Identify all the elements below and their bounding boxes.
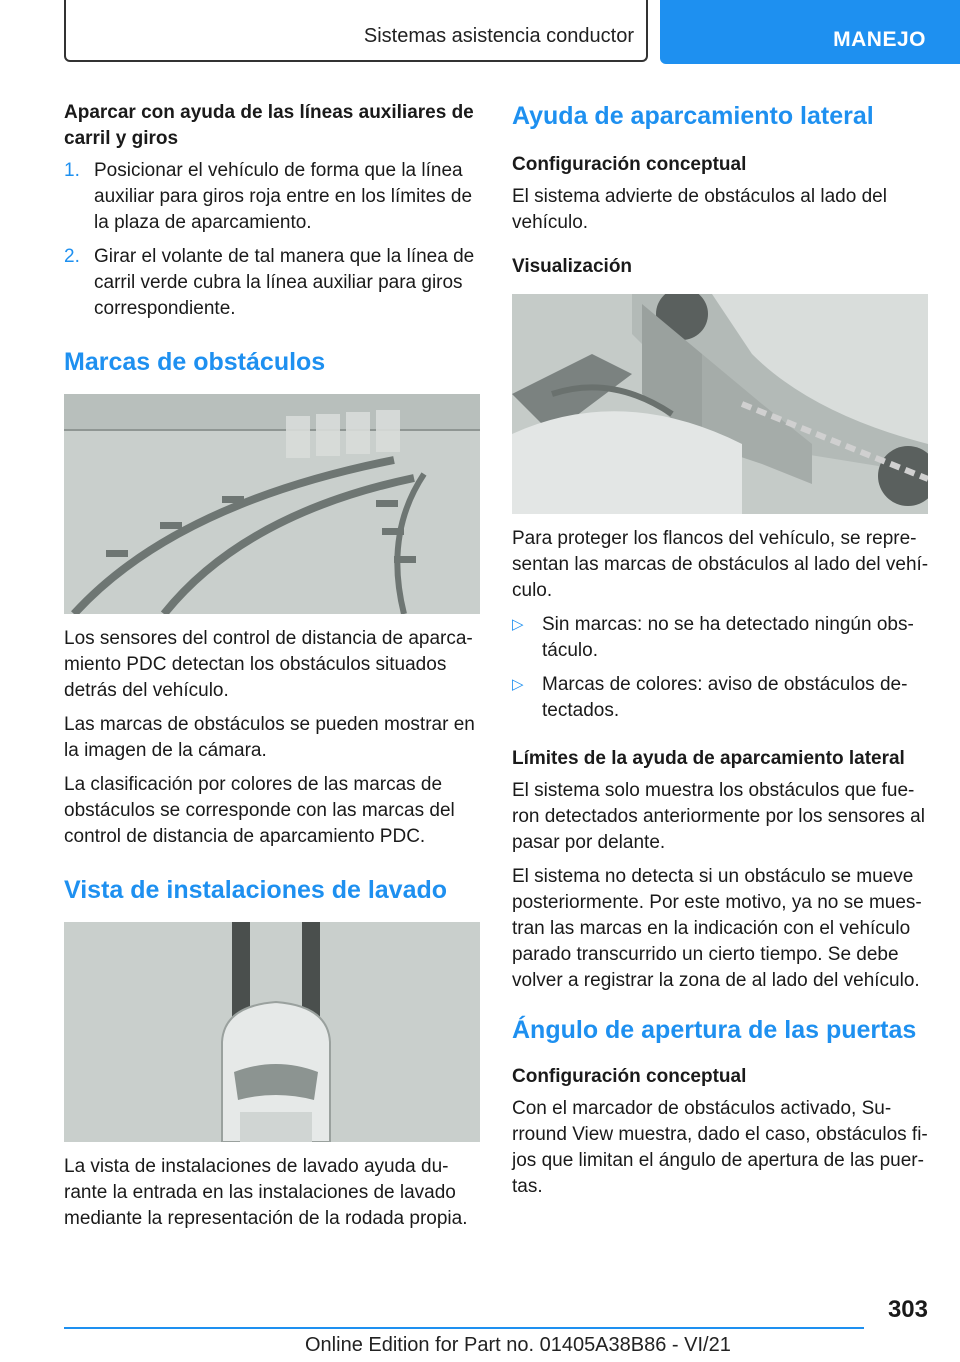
limits-paragraph-1: El sistema solo muestra los obstáculos que fue-ron detectados anteriormente por los sensores al pasar por delante. — [512, 780, 925, 853]
door-angle-title: Ángulo de apertura de las puertas — [512, 1016, 917, 1044]
obstacle-paragraph-1: Los sensores del control de distancia de aparca-miento PDC detectan los obstáculos situados detrás del vehículo. — [64, 628, 473, 701]
limits-heading: Límites de la ayuda de aparcamiento lateral — [512, 748, 905, 769]
bullet-text: Marcas de colores: aviso de obstáculos de-tectados. — [542, 674, 908, 721]
obstacle-marks-illustration — [64, 394, 480, 614]
edition-label: Online Edition for Part no. 01405A38B86 - VI/21 — [305, 1334, 731, 1356]
left-column — [64, 100, 480, 1240]
lane-guides-heading: Aparcar con ayuda de las líneas auxiliares de carril y giros — [64, 102, 474, 149]
bullet-colored-marks — [512, 672, 930, 724]
step-number: 1. — [64, 160, 80, 181]
obstacle-paragraph-2: Las marcas de obstáculos se pueden mostrar en la imagen de la cámara. — [64, 714, 475, 761]
door-paragraph: Con el marcador de obstáculos activado, Su-rround View muestra, dado el caso, obstáculos fi-jos que limitan el ángulo de apertura de las puer-tas. — [512, 1098, 928, 1197]
door-concept-heading: Configuración conceptual — [512, 1066, 747, 1087]
right-column — [512, 100, 930, 1208]
step-1 — [64, 158, 480, 236]
car-wash-paragraph: La vista de instalaciones de lavado ayuda du-rante la entrada en las instalaciones de lavado mediante la representación de la rodada propia. — [64, 1156, 468, 1229]
footer-divider — [64, 1327, 864, 1329]
visualization-paragraph: Para proteger los flancos del vehículo, se repre-sentan las marcas de obstáculos al lado del vehí-culo. — [512, 528, 929, 601]
triangle-right-icon: ▷ — [512, 676, 524, 693]
page-number: 303 — [887, 1296, 928, 1323]
chapter-tab — [64, 0, 648, 62]
limits-paragraph-2: El sistema no detecta si un obstáculo se mueve posteriormente. Por este motivo, ya no se mues-tran las marcas en la indicación con el vehículo parado transcurrido un cierto tiempo. Se debe volver a registrar la zona de al lado del vehículo. — [512, 866, 922, 991]
car-wash-illustration — [64, 922, 480, 1142]
side-parking-illustration — [512, 294, 928, 514]
obstacle-marks-title: Marcas de obstáculos — [64, 348, 326, 376]
step-number: 2. — [64, 246, 80, 267]
bullet-no-marks — [512, 612, 930, 664]
section-title: MANEJO — [833, 28, 926, 51]
chapter-title: Sistemas asistencia conductor — [363, 25, 634, 47]
side-parking-title: Ayuda de aparcamiento lateral — [512, 102, 874, 130]
obstacle-paragraph-3: La clasificación por colores de las marcas de obstáculos se corresponde con las marcas del control de distancia de aparcamiento PDC. — [64, 774, 455, 847]
concept-heading: Configuración conceptual — [512, 154, 747, 175]
triangle-right-icon: ▷ — [512, 616, 524, 633]
car-wash-view-title: Vista de instalaciones de lavado — [64, 876, 448, 904]
concept-paragraph: El sistema advierte de obstáculos al lado del vehículo. — [512, 186, 887, 233]
bullet-text: Sin marcas: no se ha detectado ningún obs-táculo. — [542, 614, 914, 661]
section-tab — [660, 0, 960, 64]
visualization-heading: Visualización — [512, 256, 633, 277]
step-text: Girar el volante de tal manera que la línea de carril verde cubra la línea auxiliar para giros correspondiente. — [94, 246, 475, 319]
step-text: Posicionar el vehículo de forma que la línea auxiliar para giros roja entre en los límites de la plaza de aparcamiento. — [94, 160, 473, 233]
step-2 — [64, 244, 480, 322]
